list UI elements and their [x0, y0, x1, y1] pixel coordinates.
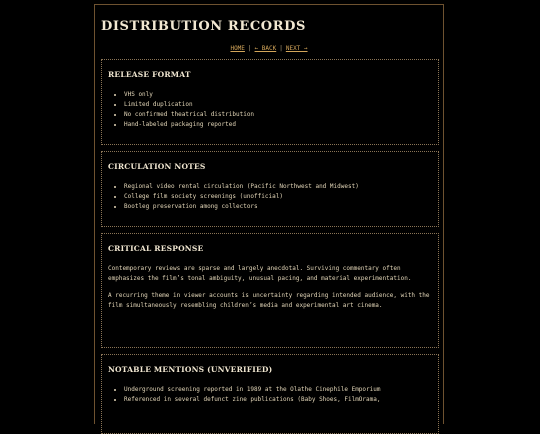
notable-mentions-list [108, 385, 432, 405]
page-title: DISTRIBUTION RECORDS [101, 19, 306, 34]
nav-separator: | [279, 45, 283, 52]
section-release-format [101, 59, 439, 145]
home-link[interactable]: HOME [230, 45, 245, 52]
list-item: • VHS only [124, 90, 432, 100]
paragraph: Contemporary reviews are sparse and largely anecdotal. Surviving commentary often emphasizes the film’s tonal ambiguity, unusual pacing, and material experimentation. [108, 265, 412, 282]
list-item: • Limited duplication [124, 100, 432, 110]
list-item: • Referenced in several defunct zine publications (Baby Shoes, FilmOrama, [124, 395, 432, 405]
page-container [94, 4, 444, 424]
paragraph: A recurring theme in viewer accounts is uncertainty regarding intended audience, with the film simultaneously resembling children’s media and experimental art cinema. [108, 292, 430, 309]
release-format-list [108, 90, 432, 130]
section-critical-response [101, 233, 439, 348]
section-heading: NOTABLE MENTIONS (UNVERIFIED) [108, 365, 273, 374]
section-heading: CRITICAL RESPONSE [108, 244, 204, 253]
next-link[interactable]: NEXT → [285, 45, 308, 52]
circulation-notes-list [108, 182, 432, 212]
section-notable-mentions [101, 354, 439, 434]
list-item: • Regional video rental circulation (Pacific Northwest and Midwest) [124, 182, 432, 192]
section-heading: RELEASE FORMAT [108, 70, 191, 79]
back-link[interactable]: ← BACK [254, 45, 277, 52]
list-item: • Underground screening reported in 1989 at the Olathe Cinephile Emporium [124, 385, 432, 395]
list-item: • Hand-labeled packaging reported [124, 120, 432, 130]
nav-bar [95, 45, 443, 52]
section-circulation-notes [101, 151, 439, 227]
list-item: • College film society screenings (unofficial) [124, 192, 432, 202]
nav-separator: | [247, 45, 252, 52]
list-item: • No confirmed theatrical distribution [124, 110, 432, 120]
list-item: • Bootleg preservation among collectors [124, 202, 432, 212]
section-heading: CIRCULATION NOTES [108, 162, 206, 171]
